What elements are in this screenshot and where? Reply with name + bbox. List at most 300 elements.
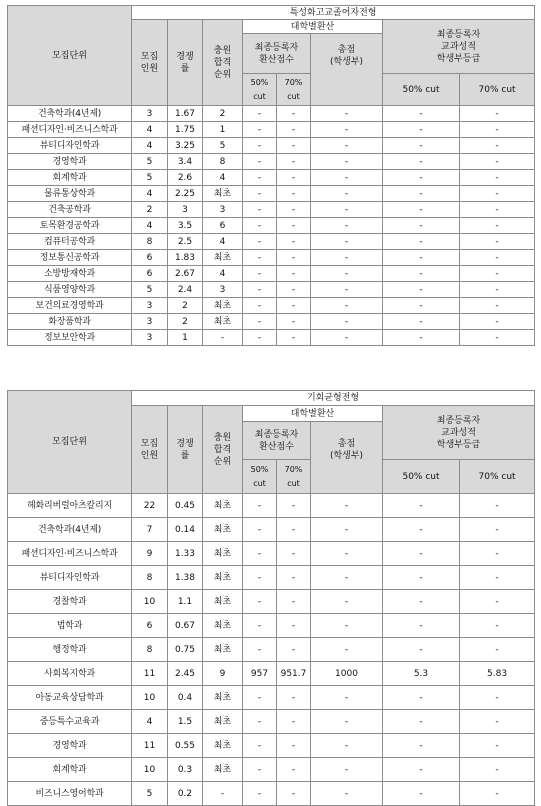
cell-quota: 3 xyxy=(132,330,168,346)
cell-total: - xyxy=(311,518,383,542)
cell-unit-name: 헤화리버럴아츠칼리지 xyxy=(8,494,132,518)
cell-grade-cut70: - xyxy=(460,330,535,346)
cell-total: - xyxy=(311,758,383,782)
cell-grade-cut70: 5.83 xyxy=(460,662,535,686)
cell-conv-cut70: - xyxy=(277,686,311,710)
header-unit: 모집단위 xyxy=(8,6,132,106)
admission-table-special-vocational xyxy=(7,5,535,346)
cell-quota: 4 xyxy=(132,138,168,154)
cell-grade-cut50: - xyxy=(383,250,460,266)
cell-total: - xyxy=(311,638,383,662)
cell-rank: 4 xyxy=(203,266,243,282)
cell-quota: 3 xyxy=(132,106,168,122)
cell-grade-cut70: - xyxy=(460,638,535,662)
cell-conv-cut70: 951.7 xyxy=(277,662,311,686)
cell-grade-cut50: - xyxy=(383,314,460,330)
table-row xyxy=(8,202,535,218)
cell-conv-cut70: - xyxy=(277,170,311,186)
table-row xyxy=(8,758,535,782)
cell-total: - xyxy=(311,686,383,710)
cell-grade-cut50: - xyxy=(383,186,460,202)
table-row xyxy=(8,250,535,266)
cell-quota: 6 xyxy=(132,266,168,282)
cell-unit-name: 보건의료경영학과 xyxy=(8,298,132,314)
cell-grade-cut50: - xyxy=(383,758,460,782)
cell-ratio: 3.5 xyxy=(168,218,203,234)
cell-conv-cut70: - xyxy=(277,314,311,330)
table-row xyxy=(8,330,535,346)
cell-grade-cut70: - xyxy=(460,734,535,758)
cell-rank: 5 xyxy=(203,138,243,154)
cell-conv-cut50: - xyxy=(243,734,277,758)
cell-rank: 최초 xyxy=(203,542,243,566)
cell-grade-cut50: - xyxy=(383,566,460,590)
cell-total: 1000 xyxy=(311,662,383,686)
cell-quota: 3 xyxy=(132,314,168,330)
cell-ratio: 0.75 xyxy=(168,638,203,662)
cell-total: - xyxy=(311,106,383,122)
cell-grade-cut70: - xyxy=(460,234,535,250)
cell-quota: 3 xyxy=(132,298,168,314)
cell-unit-name: 정보통신공학과 xyxy=(8,250,132,266)
cell-grade-cut70: - xyxy=(460,518,535,542)
cell-quota: 8 xyxy=(132,638,168,662)
table-row xyxy=(8,638,535,662)
cell-quota: 4 xyxy=(132,186,168,202)
cell-ratio: 1.38 xyxy=(168,566,203,590)
cell-conv-cut50: - xyxy=(243,758,277,782)
cell-conv-cut70: - xyxy=(277,106,311,122)
cell-grade-cut70: - xyxy=(460,710,535,734)
cell-unit-name: 회계학과 xyxy=(8,758,132,782)
table-row xyxy=(8,314,535,330)
cell-unit-name: 경영학과 xyxy=(8,734,132,758)
cell-quota: 10 xyxy=(132,686,168,710)
header-unit: 모집단위 xyxy=(8,391,132,494)
cell-total: - xyxy=(311,494,383,518)
cell-grade-cut50: - xyxy=(383,138,460,154)
cell-conv-cut50: 957 xyxy=(243,662,277,686)
table-title: 특성화고교졸어자전형 xyxy=(132,6,535,20)
cell-rank: 3 xyxy=(203,202,243,218)
cell-conv-cut50: - xyxy=(243,234,277,250)
cell-ratio: 1.75 xyxy=(168,122,203,138)
table-row xyxy=(8,154,535,170)
cell-conv-cut70: - xyxy=(277,266,311,282)
cell-rank: 최초 xyxy=(203,758,243,782)
cell-unit-name: 패션디자인·비즈니스학과 xyxy=(8,542,132,566)
cell-total: - xyxy=(311,170,383,186)
cell-ratio: 1 xyxy=(168,330,203,346)
cell-conv-cut50: - xyxy=(243,566,277,590)
cell-rank: 3 xyxy=(203,282,243,298)
cell-grade-cut70: - xyxy=(460,122,535,138)
header-ratio: 경쟁 률 xyxy=(168,20,203,106)
cell-conv-cut50: - xyxy=(243,298,277,314)
cell-total: - xyxy=(311,590,383,614)
cell-quota: 22 xyxy=(132,494,168,518)
table-row xyxy=(8,566,535,590)
cell-conv-cut70: - xyxy=(277,542,311,566)
cell-total: - xyxy=(311,250,383,266)
cell-conv-cut70: - xyxy=(277,734,311,758)
cell-unit-name: 행정학과 xyxy=(8,638,132,662)
cell-unit-name: 물류통상학과 xyxy=(8,186,132,202)
cell-grade-cut70: - xyxy=(460,218,535,234)
cell-grade-cut70: - xyxy=(460,154,535,170)
cell-conv-cut70: - xyxy=(277,186,311,202)
header-grade70: 70% cut xyxy=(460,460,535,494)
cell-ratio: 2.67 xyxy=(168,266,203,282)
table-row xyxy=(8,662,535,686)
cell-grade-cut70: - xyxy=(460,686,535,710)
table-row xyxy=(8,734,535,758)
cell-grade-cut70: - xyxy=(460,266,535,282)
cell-grade-cut70: - xyxy=(460,758,535,782)
cell-grade-cut70: - xyxy=(460,250,535,266)
cell-conv-cut70: - xyxy=(277,122,311,138)
cell-rank: 최초 xyxy=(203,518,243,542)
cell-total: - xyxy=(311,614,383,638)
cell-conv-cut50: - xyxy=(243,590,277,614)
table-row xyxy=(8,518,535,542)
cell-rank: 최초 xyxy=(203,734,243,758)
table-row xyxy=(8,186,535,202)
cell-grade-cut50: - xyxy=(383,330,460,346)
cell-total: - xyxy=(311,298,383,314)
cell-quota: 8 xyxy=(132,234,168,250)
cell-unit-name: 식품영양학과 xyxy=(8,282,132,298)
cell-grade-cut70: - xyxy=(460,782,535,806)
cell-unit-name: 소방방재학과 xyxy=(8,266,132,282)
cell-conv-cut70: - xyxy=(277,218,311,234)
header-quota: 모집 인원 xyxy=(132,20,168,106)
cell-quota: 11 xyxy=(132,662,168,686)
cell-grade-cut70: - xyxy=(460,170,535,186)
cell-rank: 최초 xyxy=(203,494,243,518)
table-row xyxy=(8,218,535,234)
cell-unit-name: 건축공학과 xyxy=(8,202,132,218)
cell-quota: 5 xyxy=(132,170,168,186)
cell-conv-cut50: - xyxy=(243,542,277,566)
cell-ratio: 0.3 xyxy=(168,758,203,782)
cell-ratio: 2.5 xyxy=(168,234,203,250)
cell-grade-cut50: - xyxy=(383,686,460,710)
cell-total: - xyxy=(311,138,383,154)
cell-rank: 2 xyxy=(203,106,243,122)
cell-rank: 최초 xyxy=(203,186,243,202)
table-body xyxy=(8,106,535,346)
cell-conv-cut50: - xyxy=(243,710,277,734)
cell-unit-name: 경영학과 xyxy=(8,154,132,170)
header-cut70: 70% cut xyxy=(277,460,311,494)
cell-conv-cut50: - xyxy=(243,330,277,346)
cell-total: - xyxy=(311,566,383,590)
cell-rank: - xyxy=(203,782,243,806)
table-row xyxy=(8,710,535,734)
cell-grade-cut70: - xyxy=(460,566,535,590)
cell-quota: 4 xyxy=(132,122,168,138)
cell-grade-cut50: - xyxy=(383,154,460,170)
cell-grade-cut50: 5.3 xyxy=(383,662,460,686)
table-row xyxy=(8,782,535,806)
table-row xyxy=(8,138,535,154)
cell-ratio: 2.4 xyxy=(168,282,203,298)
cell-conv-cut50: - xyxy=(243,122,277,138)
cell-conv-cut50: - xyxy=(243,202,277,218)
cell-rank: 4 xyxy=(203,234,243,250)
cell-ratio: 0.4 xyxy=(168,686,203,710)
cell-grade-cut50: - xyxy=(383,710,460,734)
cell-conv-cut50: - xyxy=(243,494,277,518)
cell-unit-name: 중등특수교육과 xyxy=(8,710,132,734)
cell-total: - xyxy=(311,154,383,170)
cell-unit-name: 건축학과(4년제) xyxy=(8,518,132,542)
header-quota: 모집 인원 xyxy=(132,406,168,494)
cell-unit-name: 뷰티디자인학과 xyxy=(8,138,132,154)
cell-conv-cut70: - xyxy=(277,250,311,266)
cell-conv-cut70: - xyxy=(277,154,311,170)
cell-grade-cut50: - xyxy=(383,234,460,250)
cell-unit-name: 법학과 xyxy=(8,614,132,638)
cell-grade-cut70: - xyxy=(460,298,535,314)
cell-grade-cut70: - xyxy=(460,186,535,202)
cell-conv-cut50: - xyxy=(243,106,277,122)
cell-unit-name: 건축학과(4년제) xyxy=(8,106,132,122)
cell-grade-cut70: - xyxy=(460,202,535,218)
cell-ratio: 2.6 xyxy=(168,170,203,186)
header-rank: 충원 합격 순위 xyxy=(203,406,243,494)
cell-grade-cut50: - xyxy=(383,106,460,122)
cell-quota: 10 xyxy=(132,758,168,782)
cell-rank: 최초 xyxy=(203,314,243,330)
cell-unit-name: 컴퓨터공학과 xyxy=(8,234,132,250)
cell-conv-cut70: - xyxy=(277,202,311,218)
cell-rank: 8 xyxy=(203,154,243,170)
cell-conv-cut70: - xyxy=(277,590,311,614)
cell-conv-cut70: - xyxy=(277,758,311,782)
cell-conv-cut70: - xyxy=(277,710,311,734)
cell-total: - xyxy=(311,234,383,250)
cell-ratio: 2 xyxy=(168,298,203,314)
cell-grade-cut50: - xyxy=(383,518,460,542)
cell-ratio: 1.83 xyxy=(168,250,203,266)
cell-grade-cut50: - xyxy=(383,590,460,614)
header-grade50: 50% cut xyxy=(383,460,460,494)
cell-ratio: 3 xyxy=(168,202,203,218)
cell-unit-name: 뷰티디자인학과 xyxy=(8,566,132,590)
header-cut50: 50% cut xyxy=(243,460,277,494)
table-row xyxy=(8,298,535,314)
header-univ-conv: 대학별환산 xyxy=(243,20,383,34)
cell-unit-name: 경찰학과 xyxy=(8,590,132,614)
cell-quota: 10 xyxy=(132,590,168,614)
header-final-conv: 최종등록자 환산점수 xyxy=(243,422,311,460)
cell-ratio: 2.25 xyxy=(168,186,203,202)
cell-rank: - xyxy=(203,330,243,346)
header-rank: 충원 합격 순위 xyxy=(203,20,243,106)
cell-rank: 최초 xyxy=(203,710,243,734)
table-row xyxy=(8,282,535,298)
cell-unit-name: 아동교육상담학과 xyxy=(8,686,132,710)
cell-conv-cut70: - xyxy=(277,138,311,154)
cell-conv-cut50: - xyxy=(243,638,277,662)
table-row xyxy=(8,542,535,566)
cell-conv-cut70: - xyxy=(277,518,311,542)
cell-conv-cut50: - xyxy=(243,686,277,710)
header-ratio: 경쟁 률 xyxy=(168,406,203,494)
cell-total: - xyxy=(311,314,383,330)
cell-unit-name: 토목환경공학과 xyxy=(8,218,132,234)
cell-conv-cut50: - xyxy=(243,250,277,266)
cell-conv-cut70: - xyxy=(277,614,311,638)
cell-total: - xyxy=(311,330,383,346)
cell-grade-cut70: - xyxy=(460,138,535,154)
table-row xyxy=(8,122,535,138)
cell-rank: 1 xyxy=(203,122,243,138)
header-total: 총점 (학생부) xyxy=(311,422,383,494)
header-cut50: 50% cut xyxy=(243,74,277,106)
cell-ratio: 2.45 xyxy=(168,662,203,686)
cell-quota: 4 xyxy=(132,218,168,234)
cell-ratio: 0.2 xyxy=(168,782,203,806)
cell-quota: 6 xyxy=(132,250,168,266)
cell-ratio: 3.25 xyxy=(168,138,203,154)
cell-conv-cut50: - xyxy=(243,186,277,202)
cell-grade-cut50: - xyxy=(383,614,460,638)
table-row xyxy=(8,494,535,518)
table-row xyxy=(8,590,535,614)
cell-grade-cut70: - xyxy=(460,590,535,614)
cell-rank: 최초 xyxy=(203,250,243,266)
cell-quota: 9 xyxy=(132,542,168,566)
cell-grade-cut50: - xyxy=(383,638,460,662)
cell-rank: 6 xyxy=(203,218,243,234)
cell-ratio: 2 xyxy=(168,314,203,330)
cell-conv-cut50: - xyxy=(243,282,277,298)
cell-ratio: 0.14 xyxy=(168,518,203,542)
cell-conv-cut50: - xyxy=(243,314,277,330)
cell-conv-cut70: - xyxy=(277,782,311,806)
cell-ratio: 1.5 xyxy=(168,710,203,734)
cell-grade-cut70: - xyxy=(460,282,535,298)
cell-unit-name: 정보보안학과 xyxy=(8,330,132,346)
cell-ratio: 1.67 xyxy=(168,106,203,122)
cell-quota: 7 xyxy=(132,518,168,542)
cell-quota: 11 xyxy=(132,734,168,758)
cell-unit-name: 회계학과 xyxy=(8,170,132,186)
cell-total: - xyxy=(311,282,383,298)
cell-conv-cut70: - xyxy=(277,298,311,314)
cell-conv-cut50: - xyxy=(243,170,277,186)
header-final-grade: 최종등록자 교과성적 학생부등급 xyxy=(383,406,535,460)
cell-grade-cut70: - xyxy=(460,542,535,566)
cell-total: - xyxy=(311,122,383,138)
admission-table-opportunity-balance xyxy=(7,390,535,806)
cell-conv-cut50: - xyxy=(243,518,277,542)
table-row xyxy=(8,106,535,122)
cell-ratio: 1.1 xyxy=(168,590,203,614)
cell-quota: 5 xyxy=(132,282,168,298)
cell-total: - xyxy=(311,734,383,758)
table-body xyxy=(8,494,535,806)
cell-rank: 최초 xyxy=(203,566,243,590)
cell-grade-cut50: - xyxy=(383,122,460,138)
cell-conv-cut70: - xyxy=(277,234,311,250)
cell-total: - xyxy=(311,266,383,282)
cell-grade-cut70: - xyxy=(460,614,535,638)
cell-ratio: 1.33 xyxy=(168,542,203,566)
cell-rank: 최초 xyxy=(203,298,243,314)
cell-quota: 2 xyxy=(132,202,168,218)
cell-unit-name: 사회복지학과 xyxy=(8,662,132,686)
cell-conv-cut50: - xyxy=(243,782,277,806)
cell-ratio: 3.4 xyxy=(168,154,203,170)
cell-rank: 최초 xyxy=(203,590,243,614)
cell-rank: 최초 xyxy=(203,638,243,662)
cell-grade-cut50: - xyxy=(383,734,460,758)
cell-ratio: 0.67 xyxy=(168,614,203,638)
header-final-grade: 최종등록자 교과성적 학생부등급 xyxy=(383,20,535,74)
cell-grade-cut70: - xyxy=(460,494,535,518)
cell-grade-cut50: - xyxy=(383,218,460,234)
cell-grade-cut50: - xyxy=(383,782,460,806)
table-row xyxy=(8,686,535,710)
cell-rank: 4 xyxy=(203,170,243,186)
cell-unit-name: 비즈니스영어학과 xyxy=(8,782,132,806)
cell-rank: 최초 xyxy=(203,686,243,710)
cell-quota: 8 xyxy=(132,566,168,590)
cell-grade-cut50: - xyxy=(383,170,460,186)
table-row xyxy=(8,614,535,638)
header-total: 총점 (학생부) xyxy=(311,34,383,106)
cell-conv-cut50: - xyxy=(243,266,277,282)
cell-conv-cut70: - xyxy=(277,566,311,590)
cell-quota: 4 xyxy=(132,710,168,734)
cell-ratio: 0.55 xyxy=(168,734,203,758)
cell-grade-cut50: - xyxy=(383,542,460,566)
header-final-conv: 최종등록자 환산점수 xyxy=(243,34,311,74)
cell-conv-cut70: - xyxy=(277,494,311,518)
cell-grade-cut50: - xyxy=(383,282,460,298)
table-title: 기회균형전형 xyxy=(132,391,535,406)
cell-grade-cut50: - xyxy=(383,202,460,218)
cell-conv-cut70: - xyxy=(277,330,311,346)
cell-grade-cut50: - xyxy=(383,298,460,314)
cell-conv-cut50: - xyxy=(243,154,277,170)
header-cut70: 70% cut xyxy=(277,74,311,106)
cell-quota: 5 xyxy=(132,154,168,170)
cell-total: - xyxy=(311,710,383,734)
cell-ratio: 0.45 xyxy=(168,494,203,518)
cell-conv-cut50: - xyxy=(243,218,277,234)
cell-grade-cut50: - xyxy=(383,494,460,518)
cell-grade-cut70: - xyxy=(460,106,535,122)
header-grade50: 50% cut xyxy=(383,74,460,106)
cell-conv-cut70: - xyxy=(277,638,311,662)
cell-total: - xyxy=(311,202,383,218)
table-row xyxy=(8,170,535,186)
cell-unit-name: 패션디자인·비즈니스학과 xyxy=(8,122,132,138)
cell-total: - xyxy=(311,782,383,806)
table-row xyxy=(8,234,535,250)
header-grade70: 70% cut xyxy=(460,74,535,106)
cell-conv-cut50: - xyxy=(243,614,277,638)
cell-total: - xyxy=(311,186,383,202)
cell-rank: 9 xyxy=(203,662,243,686)
cell-quota: 5 xyxy=(132,782,168,806)
cell-grade-cut70: - xyxy=(460,314,535,330)
